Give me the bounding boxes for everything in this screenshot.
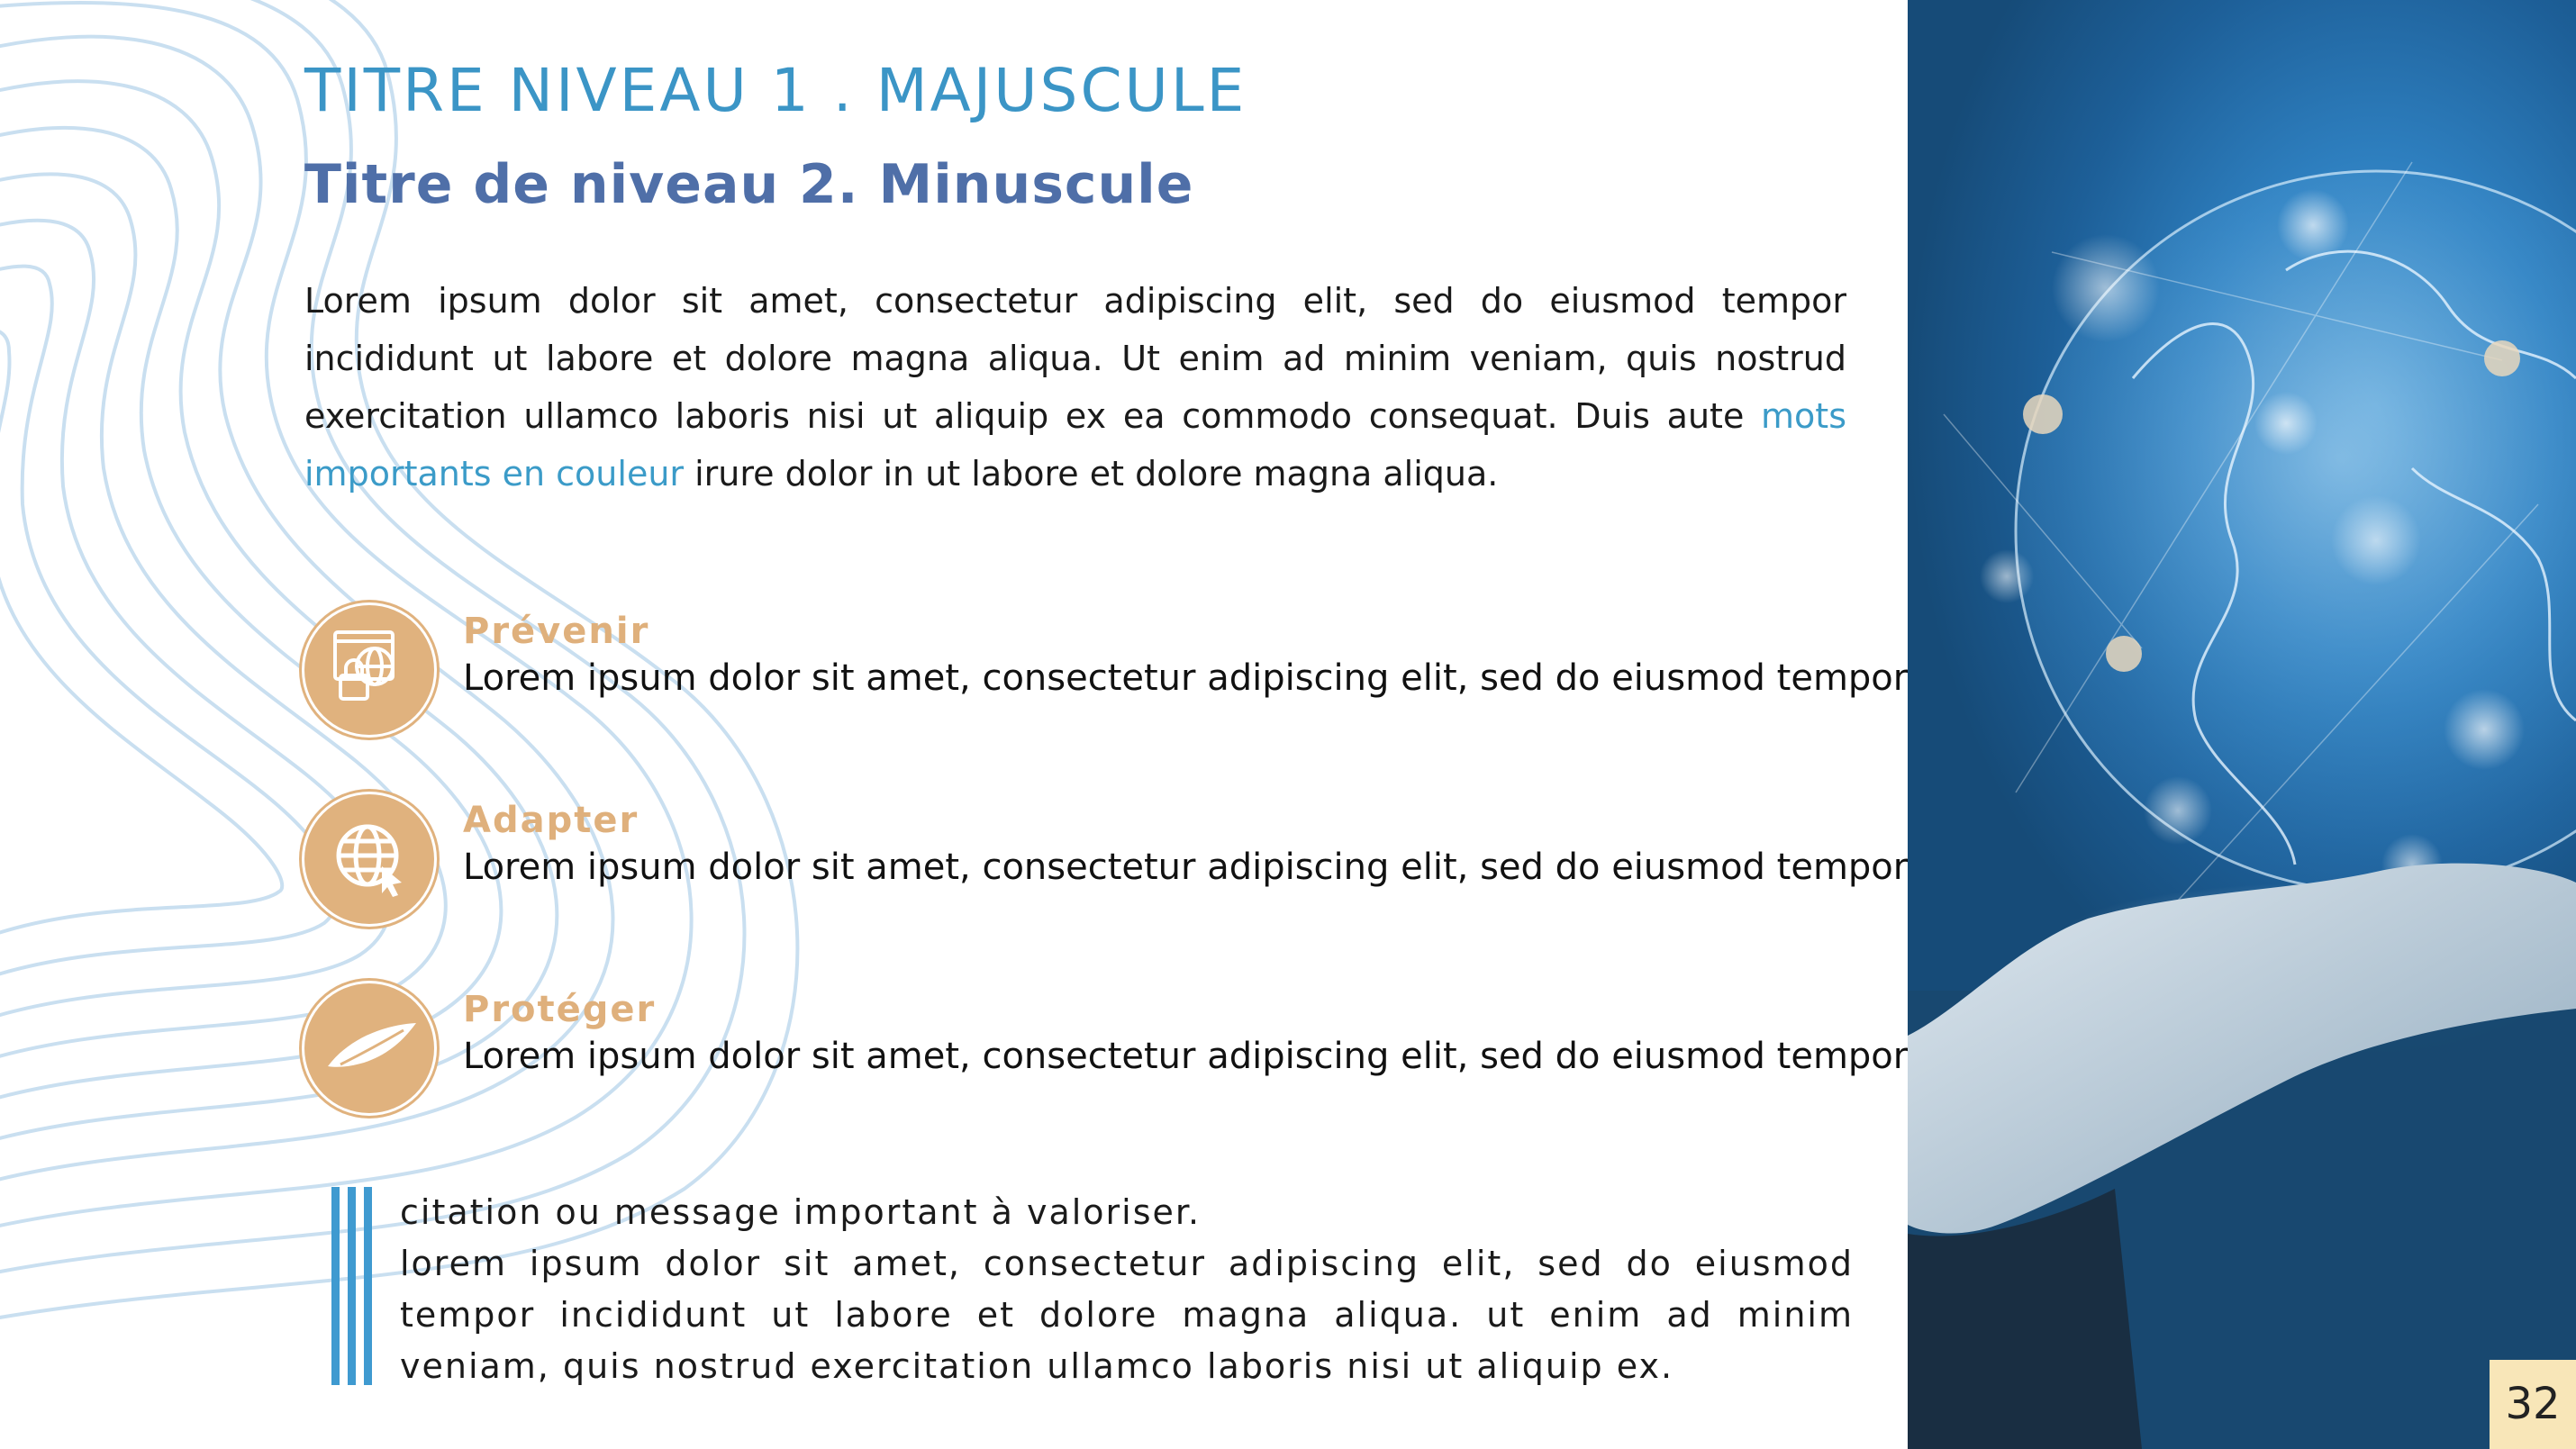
title-level-2: Titre de niveau 2. Minuscule (304, 153, 1194, 216)
page-number-badge: 32 (2490, 1360, 2576, 1449)
globe-cursor-icon (304, 794, 434, 924)
globe-in-hand-photo (1908, 0, 2576, 1449)
quote-first-line: citation ou message important à valoriser. (400, 1192, 1202, 1232)
lock-globe-icon (304, 605, 434, 735)
list-item-proteger (304, 983, 1909, 1118)
paragraph-highlight: mots importants en couleur (304, 396, 1846, 494)
intro-paragraph (304, 272, 1846, 503)
item-label: Prévenir (463, 611, 650, 652)
quote-body: lorem ipsum dolor sit amet, consectetur adipiscing elit, sed do eiusmod tempor incididunt ut labore et dolore magna aliqua. ut enim ad minim veniam, quis nostrud exercitation ullamco laboris nisi ut aliquip ex. (400, 1244, 1854, 1386)
title-level-1: TITRE NIVEAU 1 . MAJUSCULE (304, 56, 1247, 125)
list-item-prevenir (304, 605, 1909, 740)
item-label: Protéger (463, 989, 657, 1030)
item-text: Lorem ipsum dolor sit amet, consectetur adipiscing elit, sed do eiusmod tempor (463, 657, 1909, 699)
list-item-adapter (304, 794, 1909, 929)
feather-icon (304, 983, 434, 1113)
paragraph-text-before: Lorem ipsum dolor sit amet, consectetur adipiscing elit, sed do eiusmod tempor incididunt ut labore et dolore magna aliqua. Ut enim ad minim veniam, quis nostrud exercitation ullamco laboris nisi ut aliquip ex ea commodo consequat. Duis aute (304, 281, 1846, 436)
item-label: Adapter (463, 800, 639, 841)
item-text: Lorem ipsum dolor sit amet, consectetur adipiscing elit, sed do eiusmod tempor (463, 1036, 1909, 1077)
quote-block (400, 1187, 1854, 1392)
quote-bars-decoration (331, 1187, 373, 1385)
paragraph-text-after: irure dolor in ut labore et dolore magna aliqua. (684, 454, 1499, 494)
item-text: Lorem ipsum dolor sit amet, consectetur adipiscing elit, sed do eiusmod tempor (463, 847, 1909, 888)
